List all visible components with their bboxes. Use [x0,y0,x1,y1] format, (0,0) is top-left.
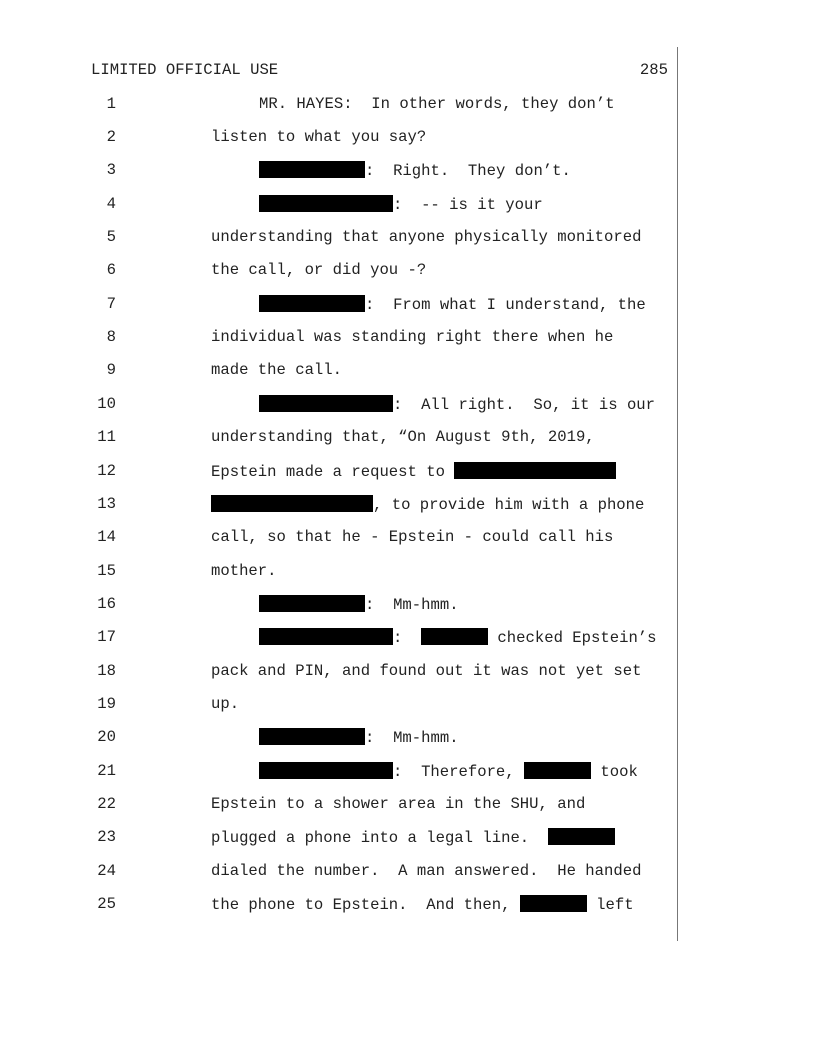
line-text-segment: : All right. So, it is our [393,396,656,414]
transcript-line [0,595,700,619]
redaction-block [259,161,365,178]
transcript-line [0,328,700,352]
line-number: 5 [106,228,116,246]
line-text [259,195,543,214]
line-text [259,95,615,113]
line-text-segment: : From what I understand, the [365,296,646,314]
redaction-block [520,895,587,912]
transcript-line [0,828,700,852]
transcript-line [0,95,700,119]
transcript-line [0,128,700,152]
transcript-line [0,495,700,519]
transcript-line [0,562,700,586]
line-text-segment: left [586,896,634,914]
line-text-segment: checked Epstein’s [488,629,657,647]
line-text-segment: individual was standing right there when he [211,328,614,346]
line-number: 17 [97,628,116,646]
line-text [259,595,459,614]
line-number: 24 [97,862,116,880]
transcript-line [0,161,700,185]
line-number: 9 [106,361,116,379]
line-number: 18 [97,662,116,680]
line-number: 7 [106,295,116,313]
line-text [211,128,426,146]
line-number: 22 [97,795,116,813]
line-text-segment: : [393,629,422,647]
redaction-block [259,295,365,312]
redaction-block [259,628,393,645]
line-text [259,295,646,314]
line-number: 19 [97,695,116,713]
line-text [259,628,657,647]
line-text-segment: pack and PIN, and found out it was not yet set [211,662,642,680]
line-number: 8 [106,328,116,346]
transcript-line [0,462,700,486]
line-text-segment: understanding that, “On August 9th, 2019, [211,428,595,446]
line-text-segment: : Right. They don’t. [365,162,571,180]
redaction-block [259,195,393,212]
transcript-line [0,261,700,285]
line-text [211,328,613,346]
transcript-line [0,628,700,652]
transcript-line [0,795,700,819]
line-text-segment: : Therefore, [393,763,525,781]
line-text-segment: : Mm-hmm. [365,729,459,747]
line-text [211,528,613,546]
line-text-segment: mother. [211,562,277,580]
line-number: 13 [97,495,116,513]
line-number: 10 [97,395,116,413]
line-text [259,762,638,781]
line-text-segment: , to provide him with a phone [373,496,645,514]
line-number: 15 [97,562,116,580]
line-text [211,662,641,680]
line-text-segment: up. [211,695,240,713]
redaction-block [259,595,365,612]
line-number: 4 [106,195,116,213]
line-text-segment: : -- is it your [393,196,543,214]
line-text-segment: made the call. [211,361,343,379]
line-number: 6 [106,261,116,279]
line-text [211,695,239,713]
transcript-line [0,695,700,719]
transcript-line [0,295,700,319]
line-text-segment: Epstein made a request to [211,463,455,481]
redaction-block [524,762,591,779]
redaction-block [211,495,373,512]
redaction-block [454,462,616,479]
line-text-segment: : Mm-hmm. [365,596,459,614]
transcript-line [0,862,700,886]
line-text [211,462,616,481]
line-text-segment: the phone to Epstein. And then, [211,896,520,914]
line-text [211,428,595,446]
line-text-segment: listen to what you say? [211,128,427,146]
line-number: 16 [97,595,116,613]
line-text-segment: took [591,763,638,781]
line-text-segment: call, so that he - Epstein - could call his [211,528,614,546]
line-text [211,562,277,580]
line-text-segment: understanding that anyone physically monitored [211,228,642,246]
line-text [211,828,615,847]
line-text [259,161,571,180]
line-number: 25 [97,895,116,913]
line-number: 14 [97,528,116,546]
redaction-block [259,762,393,779]
line-text [211,795,585,813]
transcript-line [0,395,700,419]
transcript-line [0,662,700,686]
line-text-segment: MR. HAYES: In other words, they don’t [259,95,615,113]
transcript-line [0,728,700,752]
transcript-line [0,228,700,252]
line-text [211,261,426,279]
line-text [211,862,641,880]
redaction-block [548,828,615,845]
line-number: 3 [106,161,116,179]
line-text-segment: the call, or did you -? [211,261,427,279]
transcript-line [0,361,700,385]
line-text [211,495,644,514]
redaction-block [421,628,488,645]
line-number: 21 [97,762,116,780]
line-text [211,228,641,246]
transcript-line [0,195,700,219]
line-text [211,895,634,914]
transcript-line [0,428,700,452]
page-number: 285 [639,61,668,79]
line-number: 20 [97,728,116,746]
line-text-segment: dialed the number. A man answered. He handed [211,862,642,880]
line-number: 12 [97,462,116,480]
line-number: 1 [106,95,116,113]
transcript-line [0,762,700,786]
redaction-block [259,728,365,745]
line-text [259,395,655,414]
line-number: 23 [97,828,116,846]
redaction-block [259,395,393,412]
line-text-segment: plugged a phone into a legal line. [211,829,548,847]
line-number: 11 [97,428,116,446]
line-text-segment: Epstein to a shower area in the SHU, and [211,795,586,813]
classification-header: LIMITED OFFICIAL USE [91,61,279,79]
line-number: 2 [106,128,116,146]
transcript-line [0,895,700,919]
line-text [211,361,342,379]
line-text [259,728,459,747]
transcript-line [0,528,700,552]
